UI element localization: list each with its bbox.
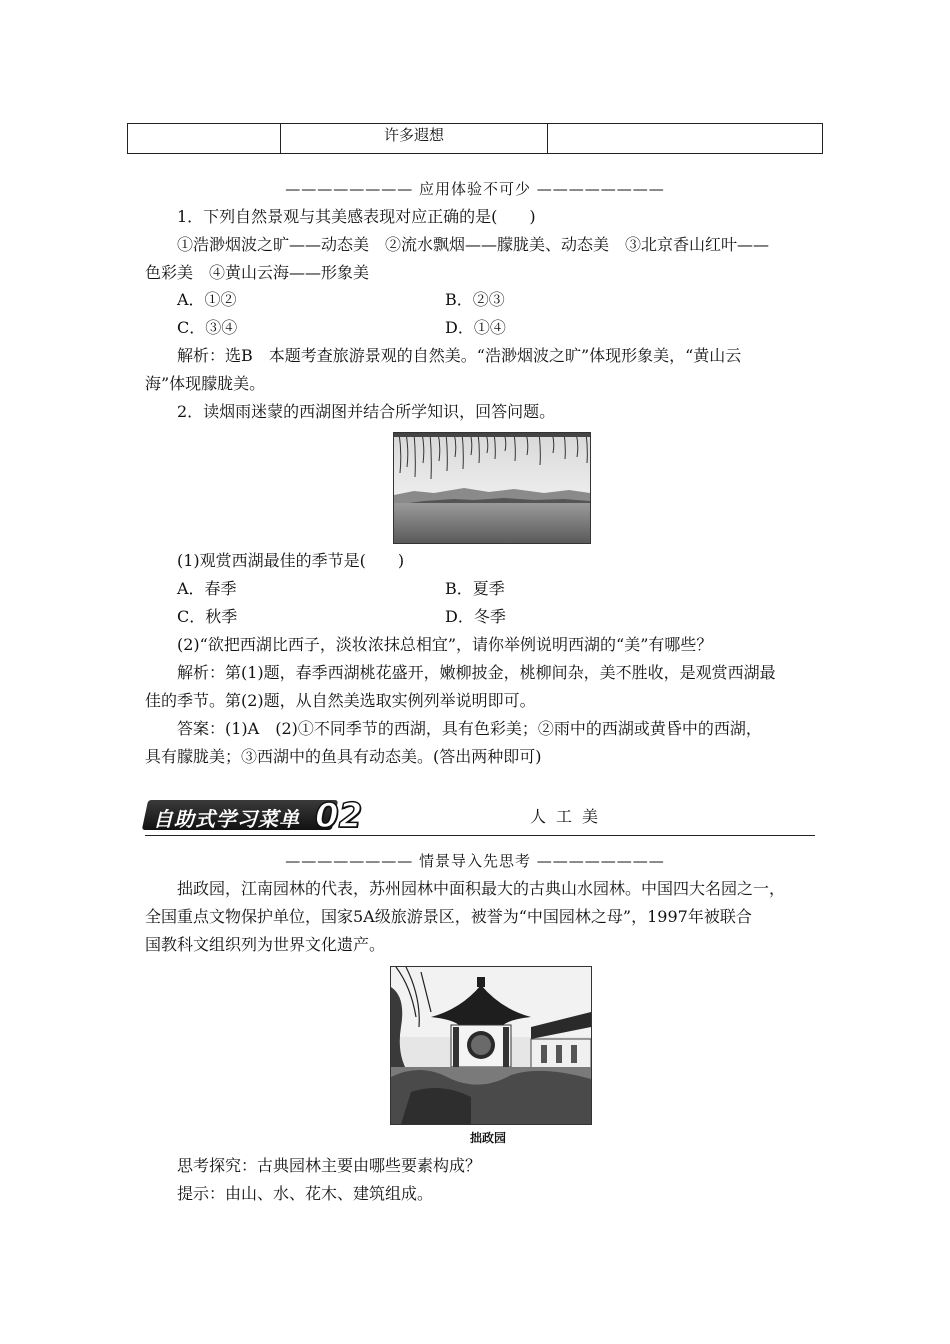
hint-text: 提示：由山、水、花木、建筑组成。	[177, 1184, 434, 1203]
option-c: C．③④	[177, 318, 238, 337]
section-banner	[145, 796, 815, 837]
option-b: B．②③	[445, 290, 505, 309]
banner-number: 02	[315, 796, 363, 836]
garden-photo	[390, 966, 592, 1125]
think-question: 思考探究：古典园林主要由哪些要素构成？	[177, 1156, 482, 1175]
question-2-analysis: 解析：第(1)题，春季西湖桃花盛开，嫩柳披金，桃柳间杂，美不胜收，是观赏西湖最	[177, 663, 776, 682]
option-d: D．冬季	[445, 607, 506, 626]
intro-paragraph: 拙政园，江南园林的代表，苏州园林中面积最大的古典山水园林。中国四大名园之一，	[177, 879, 786, 898]
table-cell	[128, 124, 281, 153]
question-2-stem: 2．读烟雨迷蒙的西湖图并结合所学知识，回答问题。	[177, 402, 556, 421]
option-d: D．①④	[445, 318, 506, 337]
option-c: C．秋季	[177, 607, 238, 626]
question-2-sub-1: (1)观赏西湖最佳的季节是( )	[177, 551, 405, 570]
section-divider: ———————— 应用体验不可少 ————————	[285, 180, 665, 198]
question-2-answer-cont: 具有朦胧美；③西湖中的鱼具有动态美。(答出两种即可)	[145, 747, 542, 766]
question-2-sub-2: (2)“欲把西湖比西子，淡妆浓抹总相宜”，请你举例说明西湖的“美”有哪些？	[177, 635, 713, 654]
option-a: A．①②	[177, 290, 237, 309]
question-1-items-cont: 色彩美 ④黄山云海——形象美	[145, 263, 370, 282]
intro-paragraph-cont: 国教科文组织列为世界文化遗产。	[145, 935, 386, 954]
section-divider: ———————— 情景导入先思考 ————————	[285, 852, 665, 870]
option-a: A．春季	[177, 579, 237, 598]
banner-label: 自助式学习菜单	[153, 807, 300, 831]
west-lake-photo	[393, 432, 591, 544]
section-title: 人工美	[530, 807, 609, 826]
question-1-stem: 1．下列自然景观与其美感表现对应正确的是( )	[177, 207, 536, 226]
question-2-analysis-cont: 佳的季节。第(2)题，从自然美选取实例列举说明即可。	[145, 691, 536, 710]
table-cell	[548, 124, 822, 153]
option-b: B．夏季	[445, 579, 505, 598]
photo-caption: 拙政园	[470, 1131, 507, 1145]
banner-rule	[145, 835, 815, 836]
intro-paragraph-cont: 全国重点文物保护单位，国家5A级旅游景区，被誉为“中国园林之母”，1997年被联合	[145, 907, 752, 926]
question-1-items: ①浩渺烟波之旷——动态美 ②流水飘烟——朦胧美、动态美 ③北京香山红叶——	[177, 235, 770, 254]
question-1-analysis-cont: 海”体现朦胧美。	[145, 374, 266, 393]
question-2-answer: 答案：(1)A (2)①不同季节的西湖，具有色彩美；②雨中的西湖或黄昏中的西湖，	[177, 719, 762, 738]
question-1-analysis: 解析：选B 本题考查旅游景观的自然美。“浩渺烟波之旷”体现形象美，“黄山云	[177, 346, 742, 365]
table-cell: 许多遐想	[281, 124, 548, 153]
top-table	[127, 123, 823, 154]
